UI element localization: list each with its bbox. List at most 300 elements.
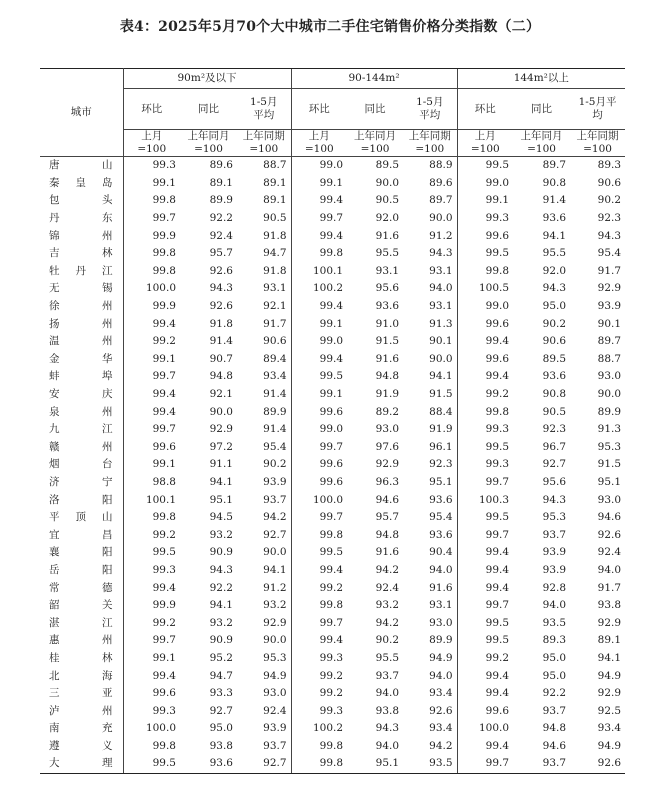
index-value: 88.7	[263, 159, 287, 172]
index-value: 99.6	[152, 687, 176, 700]
base-header-line: =100	[137, 143, 167, 155]
index-value: 92.9	[597, 282, 622, 295]
table-row	[40, 263, 625, 281]
index-value: 93.1	[429, 599, 453, 612]
index-value: 99.2	[457, 386, 513, 404]
index-value: 95.1	[209, 493, 233, 506]
index-value: 93.6	[375, 300, 400, 313]
base-header-line: 上年同月	[354, 130, 397, 142]
index-value: 93.6	[429, 493, 453, 506]
index-value: 92.3	[429, 458, 453, 471]
city-name: 洛 阳	[40, 491, 123, 509]
city-name: 三 亚	[40, 685, 123, 703]
index-value: 94.1	[209, 599, 233, 612]
index-value: 90.2	[263, 458, 287, 471]
index-value: 93.7	[542, 704, 567, 717]
index-value: 94.1	[597, 651, 622, 664]
index-value: 100.1	[291, 263, 347, 281]
index-value: 99.8	[152, 194, 176, 207]
index-value: 94.9	[429, 651, 453, 664]
index-value: 93.6	[542, 370, 567, 383]
index-value: 94.8	[375, 370, 400, 383]
index-value: 99.2	[457, 650, 513, 668]
table-row	[40, 157, 625, 175]
index-value: 93.0	[429, 616, 453, 629]
index-value: 91.5	[429, 388, 453, 401]
index-value: 99.4	[291, 351, 347, 369]
index-value: 95.5	[375, 651, 400, 664]
index-value: 91.0	[375, 317, 400, 330]
index-value: 99.6	[457, 315, 513, 333]
city-name: 湛 江	[40, 614, 123, 632]
index-value: 99.1	[457, 192, 513, 210]
city-name: 九 江	[40, 421, 123, 439]
index-value: 93.1	[375, 264, 400, 277]
index-value: 93.8	[375, 704, 400, 717]
table-row	[40, 368, 625, 386]
city-name: 岳 阳	[40, 562, 123, 580]
table-row	[40, 544, 625, 562]
index-value: 99.4	[291, 632, 347, 650]
index-value: 99.1	[291, 175, 347, 193]
base-header-line: 上月	[474, 130, 496, 142]
index-value: 99.7	[152, 212, 176, 225]
index-value: 99.3	[291, 702, 347, 720]
index-value: 91.5	[375, 335, 400, 348]
index-value: 96.3	[375, 475, 400, 488]
index-value: 93.0	[597, 493, 622, 506]
index-value: 90.0	[375, 176, 400, 189]
index-value: 90.6	[263, 335, 287, 348]
city-name: 桂 林	[40, 650, 123, 668]
index-value: 92.0	[542, 264, 567, 277]
index-value: 93.4	[429, 687, 453, 700]
table-row	[40, 210, 625, 228]
index-value: 100.5	[457, 280, 513, 298]
index-value: 91.2	[429, 229, 453, 242]
index-value: 91.2	[263, 581, 287, 594]
index-value: 99.3	[152, 563, 176, 576]
base-header-line: =100	[304, 143, 334, 155]
index-value: 99.7	[152, 423, 176, 436]
index-value: 99.7	[291, 439, 347, 457]
index-value: 91.7	[263, 317, 287, 330]
group-header-large: 144m²以上	[457, 69, 625, 89]
index-value: 100.2	[291, 280, 347, 298]
index-value: 95.0	[542, 669, 567, 682]
index-value: 99.4	[291, 298, 347, 316]
base-header	[347, 130, 403, 157]
base-header-line: =100	[583, 143, 612, 155]
index-value: 99.7	[457, 526, 513, 544]
index-value: 94.1	[209, 475, 233, 488]
index-value: 94.0	[429, 563, 453, 576]
base-header	[123, 130, 180, 157]
index-value: 95.1	[347, 755, 403, 773]
index-value: 89.1	[263, 194, 287, 207]
index-value: 94.3	[429, 247, 453, 260]
index-value: 91.8	[263, 264, 287, 277]
index-value: 95.3	[263, 651, 287, 664]
index-value: 99.7	[457, 474, 513, 492]
index-value: 92.4	[375, 581, 400, 594]
index-value: 89.6	[209, 159, 233, 172]
index-value: 95.4	[597, 247, 622, 260]
index-value: 99.7	[457, 755, 513, 773]
base-header-line: 上年同期	[576, 130, 619, 142]
index-value: 91.4	[263, 423, 287, 436]
index-value: 99.1	[291, 315, 347, 333]
index-value: 99.8	[152, 264, 176, 277]
index-value: 93.4	[263, 370, 287, 383]
index-value: 99.6	[291, 474, 347, 492]
index-value: 98.8	[152, 475, 176, 488]
table-row	[40, 632, 625, 650]
sub-header: 环比	[457, 89, 513, 130]
index-value: 99.9	[152, 300, 176, 313]
index-value: 94.8	[542, 722, 567, 735]
table-row	[40, 280, 625, 298]
index-value: 91.4	[542, 194, 567, 207]
base-header	[513, 130, 570, 157]
index-value: 95.4	[263, 440, 287, 453]
index-value: 92.7	[263, 528, 287, 541]
index-value: 95.4	[429, 511, 453, 524]
index-value: 92.3	[597, 212, 622, 225]
index-value: 99.5	[457, 439, 513, 457]
index-value: 92.2	[209, 581, 233, 594]
sub-header: 同比	[513, 89, 570, 130]
city-name: 秦 皇 岛	[40, 175, 123, 193]
index-value: 93.6	[542, 212, 567, 225]
table-row	[40, 298, 625, 316]
index-value: 90.6	[542, 335, 567, 348]
index-value: 93.0	[597, 370, 622, 383]
city-name: 锦 州	[40, 227, 123, 245]
index-value: 89.7	[429, 194, 453, 207]
base-header-line: 上月	[141, 130, 163, 142]
table-row	[40, 474, 625, 492]
table-row	[40, 526, 625, 544]
index-value: 92.6	[597, 528, 622, 541]
city-name: 唐 山	[40, 157, 123, 175]
city-name: 济 宁	[40, 474, 123, 492]
city-name: 牡 丹 江	[40, 263, 123, 281]
index-value: 99.0	[457, 298, 513, 316]
index-value: 100.0	[291, 491, 347, 509]
table-row	[40, 386, 625, 404]
index-value: 99.4	[152, 317, 176, 330]
index-value: 99.2	[152, 616, 176, 629]
index-value: 99.7	[152, 370, 176, 383]
city-name: 无 锡	[40, 280, 123, 298]
index-value: 93.7	[375, 669, 400, 682]
city-name: 包 头	[40, 192, 123, 210]
city-name: 金 华	[40, 351, 123, 369]
index-value: 99.1	[152, 651, 176, 664]
index-value: 92.9	[209, 423, 233, 436]
index-value: 99.8	[152, 739, 176, 752]
index-value: 92.9	[375, 458, 400, 471]
index-value: 96.7	[542, 440, 567, 453]
sub-header: 1-5月平均	[237, 89, 291, 130]
index-value: 99.1	[152, 176, 176, 189]
index-value: 90.8	[542, 176, 567, 189]
index-value: 89.7	[542, 159, 567, 172]
city-name: 遵 义	[40, 738, 123, 756]
page-title: 表4：2025年5月70个大中城市二手住宅销售价格分类指数（二）	[119, 19, 541, 35]
index-value: 91.4	[263, 388, 287, 401]
index-value: 99.7	[291, 509, 347, 527]
table-row	[40, 456, 625, 474]
index-value: 100.2	[291, 720, 347, 738]
index-value: 99.4	[152, 581, 176, 594]
table-row	[40, 614, 625, 632]
table-row	[40, 597, 625, 615]
index-value: 93.3	[209, 687, 233, 700]
city-name: 扬 州	[40, 315, 123, 333]
base-header-line: =100	[527, 143, 556, 155]
group-header-medium: 90-144m²	[291, 69, 457, 89]
index-value: 99.8	[291, 245, 347, 263]
table-row	[40, 685, 625, 703]
city-name: 蚌 埠	[40, 368, 123, 386]
index-value: 100.0	[145, 282, 176, 295]
index-value: 90.6	[597, 176, 622, 189]
index-value: 99.0	[291, 333, 347, 351]
index-value: 93.9	[542, 563, 567, 576]
city-name: 南 充	[40, 720, 123, 738]
price-index-table	[40, 68, 625, 774]
base-header-line: =100	[360, 143, 390, 155]
index-value: 99.2	[291, 667, 347, 685]
index-value: 94.8	[209, 370, 233, 383]
index-value: 94.6	[597, 511, 622, 524]
index-value: 92.6	[209, 300, 233, 313]
index-value: 93.6	[180, 755, 237, 773]
index-value: 94.6	[375, 493, 400, 506]
index-value: 92.9	[597, 687, 622, 700]
sub-header: 同比	[180, 89, 237, 130]
index-value: 99.5	[457, 157, 513, 175]
index-value: 92.2	[209, 212, 233, 225]
index-value: 89.5	[375, 159, 400, 172]
index-value: 90.0	[263, 546, 287, 559]
index-value: 94.0	[375, 687, 400, 700]
index-value: 91.9	[375, 388, 400, 401]
city-name: 常 德	[40, 579, 123, 597]
index-value: 94.3	[597, 229, 622, 242]
city-name: 泉 州	[40, 403, 123, 421]
index-value: 99.8	[152, 247, 176, 260]
index-value: 99.6	[457, 351, 513, 369]
index-value: 99.6	[457, 702, 513, 720]
index-value: 92.6	[570, 755, 625, 773]
index-value: 94.0	[375, 739, 400, 752]
index-value: 99.0	[457, 175, 513, 193]
index-value: 93.9	[263, 722, 287, 735]
index-value: 95.7	[209, 247, 233, 260]
index-value: 89.7	[597, 335, 622, 348]
city-name: 温 州	[40, 333, 123, 351]
base-header-line: 上年同期	[408, 130, 451, 142]
index-value: 99.4	[291, 192, 347, 210]
index-value: 90.2	[375, 634, 400, 647]
index-value: 99.3	[457, 456, 513, 474]
group-header-small: 90m²及以下	[123, 69, 291, 89]
index-value: 93.1	[429, 264, 453, 277]
index-value: 90.5	[542, 405, 567, 418]
index-value: 99.9	[152, 599, 176, 612]
index-value: 93.1	[263, 282, 287, 295]
table-row	[40, 667, 625, 685]
index-value: 90.5	[263, 212, 287, 225]
index-value: 90.0	[429, 212, 453, 225]
index-value: 93.2	[375, 599, 400, 612]
index-value: 95.3	[542, 511, 567, 524]
index-value: 99.4	[457, 562, 513, 580]
base-header	[291, 130, 347, 157]
city-name: 安 庆	[40, 386, 123, 404]
index-value: 93.6	[429, 528, 453, 541]
index-value: 92.6	[429, 704, 453, 717]
index-value: 95.1	[597, 475, 622, 488]
index-value: 99.4	[457, 368, 513, 386]
index-value: 100.0	[145, 722, 176, 735]
index-value: 99.5	[152, 546, 176, 559]
index-value: 94.9	[597, 739, 622, 752]
table-row	[40, 245, 625, 263]
index-value: 99.8	[291, 755, 347, 773]
index-value: 93.4	[597, 722, 622, 735]
index-value: 99.8	[291, 738, 347, 756]
index-value: 94.3	[209, 282, 233, 295]
index-value: 99.0	[291, 157, 347, 175]
index-value: 90.4	[429, 546, 453, 559]
index-value: 99.2	[152, 528, 176, 541]
index-value: 99.8	[291, 526, 347, 544]
index-value: 88.9	[429, 159, 453, 172]
index-value: 99.4	[152, 405, 176, 418]
index-value: 90.8	[542, 388, 567, 401]
index-value: 93.9	[263, 475, 287, 488]
index-value: 90.0	[429, 352, 453, 365]
table-row	[40, 333, 625, 351]
index-value: 99.5	[123, 755, 180, 773]
index-value: 90.0	[597, 388, 622, 401]
index-value: 99.3	[457, 210, 513, 228]
table-row	[40, 650, 625, 668]
table-row	[40, 755, 625, 773]
index-value: 92.7	[209, 704, 233, 717]
base-header-line: =100	[194, 143, 223, 155]
index-value: 99.4	[457, 667, 513, 685]
index-value: 99.9	[152, 229, 176, 242]
index-value: 93.9	[542, 546, 567, 559]
index-value: 89.9	[209, 194, 233, 207]
index-value: 100.1	[145, 493, 176, 506]
index-value: 93.7	[263, 739, 287, 752]
index-value: 99.7	[291, 210, 347, 228]
table-row	[40, 421, 625, 439]
index-value: 99.8	[457, 403, 513, 421]
index-value: 90.1	[429, 335, 453, 348]
index-value: 100.3	[457, 491, 513, 509]
index-value: 94.1	[263, 563, 287, 576]
index-value: 99.4	[152, 388, 176, 401]
table-row	[40, 702, 625, 720]
sub-header: 环比	[291, 89, 347, 130]
table-row	[40, 403, 625, 421]
index-value: 89.5	[542, 352, 567, 365]
index-value: 95.5	[542, 247, 567, 260]
index-value: 91.5	[597, 458, 622, 471]
city-name: 宜 昌	[40, 526, 123, 544]
index-value: 93.5	[542, 616, 567, 629]
city-name: 丹 东	[40, 210, 123, 228]
index-value: 94.3	[375, 722, 400, 735]
index-value: 99.5	[457, 245, 513, 263]
index-value: 99.0	[291, 421, 347, 439]
sub-header: 同比	[347, 89, 403, 130]
index-value: 94.5	[209, 511, 233, 524]
index-value: 92.7	[237, 755, 291, 773]
index-value: 89.1	[597, 634, 622, 647]
table-row	[40, 439, 625, 457]
index-value: 99.4	[291, 227, 347, 245]
base-header-line: 上年同月	[520, 130, 563, 142]
city-column-header: 城市	[40, 69, 123, 157]
index-value: 94.7	[209, 669, 233, 682]
index-value: 99.3	[457, 421, 513, 439]
index-value: 99.4	[291, 562, 347, 580]
table-row	[40, 579, 625, 597]
index-value: 96.1	[429, 440, 453, 453]
table-row	[40, 227, 625, 245]
index-value: 97.6	[375, 440, 400, 453]
index-value: 94.7	[263, 247, 287, 260]
index-value: 94.8	[375, 528, 400, 541]
index-value: 94.6	[542, 739, 567, 752]
index-value: 94.0	[429, 282, 453, 295]
index-value: 90.0	[263, 634, 287, 647]
index-value: 93.2	[209, 616, 233, 629]
index-value: 93.2	[263, 599, 287, 612]
index-value: 99.7	[457, 597, 513, 615]
index-value: 99.7	[291, 614, 347, 632]
index-value: 92.1	[263, 300, 287, 313]
city-name: 北 海	[40, 667, 123, 685]
index-value: 92.3	[542, 423, 567, 436]
index-value: 99.5	[457, 614, 513, 632]
index-value: 91.6	[375, 546, 400, 559]
index-value: 89.9	[597, 405, 622, 418]
index-value: 92.4	[209, 229, 233, 242]
city-name: 赣 州	[40, 439, 123, 457]
index-value: 93.7	[542, 528, 567, 541]
index-value: 99.4	[152, 669, 176, 682]
index-value: 99.8	[152, 511, 176, 524]
index-value: 92.9	[263, 616, 287, 629]
city-name: 徐 州	[40, 298, 123, 316]
index-value: 93.1	[429, 300, 453, 313]
index-value: 99.4	[457, 579, 513, 597]
index-value: 91.6	[429, 581, 453, 594]
base-header	[237, 130, 291, 157]
index-value: 94.2	[375, 616, 400, 629]
sub-header: 1-5月平均	[570, 89, 625, 130]
index-value: 89.3	[597, 159, 622, 172]
